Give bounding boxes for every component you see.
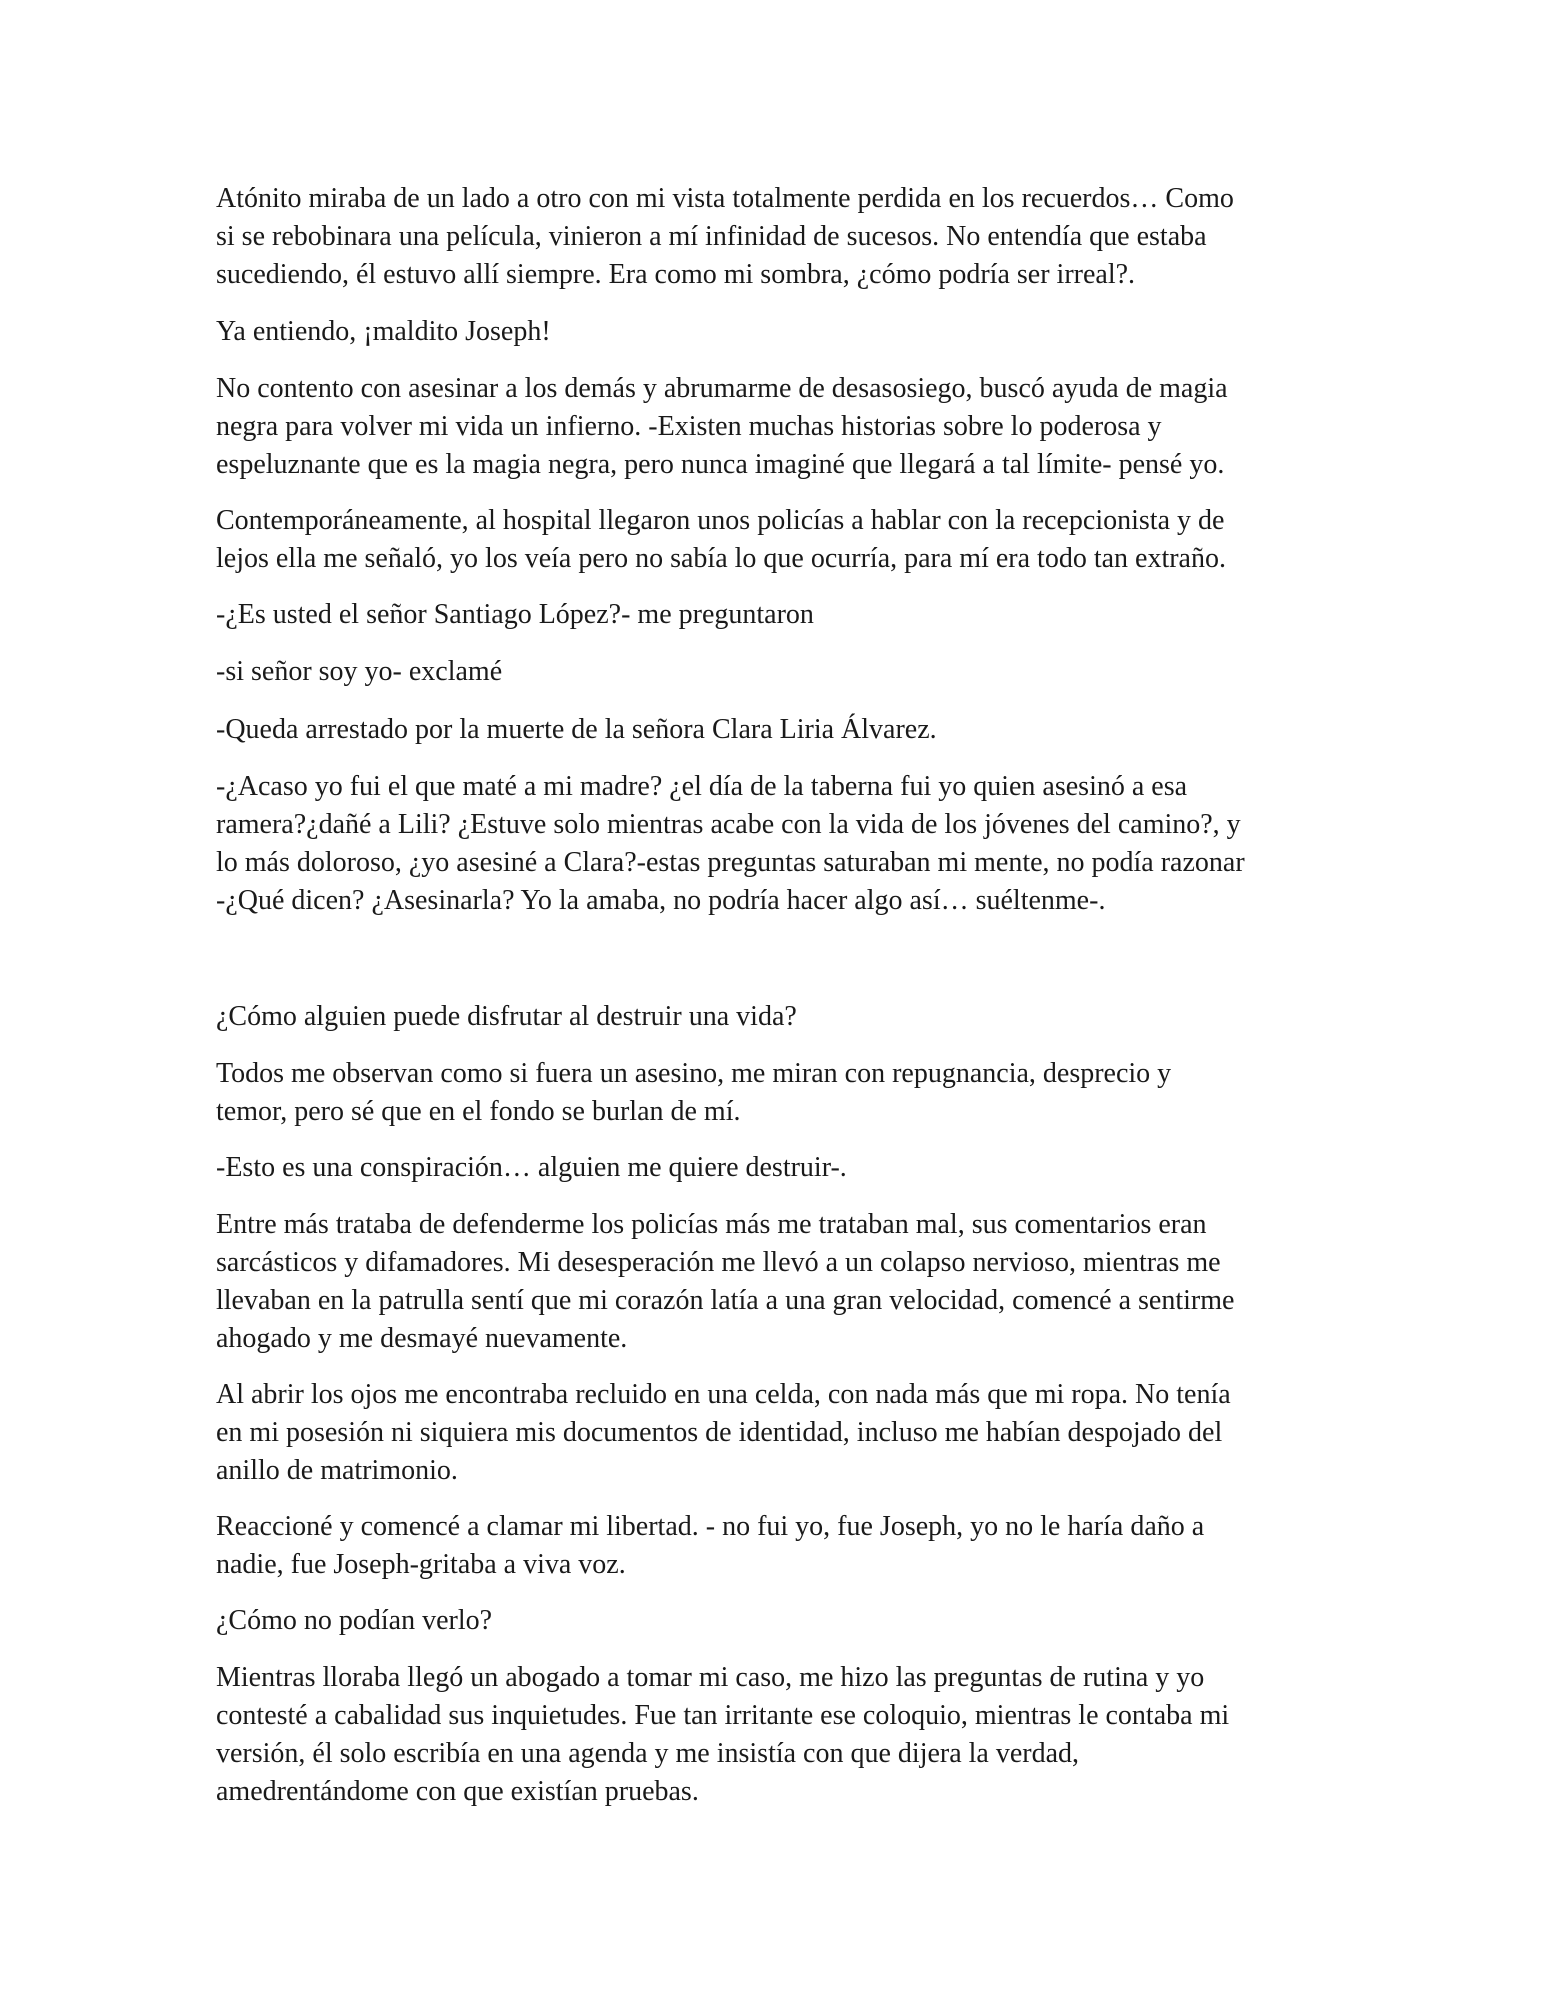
text-line: Todos me observan como si fuera un asesino, me miran con repugnancia, desprecio y [216,1058,1172,1089]
text-line: Contemporáneamente, al hospital llegaron unos policías a hablar con la recepcionista y de [216,505,1225,536]
text-line: -¿Es usted el señor Santiago López?- me preguntaron [216,599,814,630]
text-line: sarcásticos y difamadores. Mi desesperación me llevó a un colapso nervioso, mientras me [216,1247,1221,1278]
paragraph-14 [216,1508,1346,1584]
text-line: si se rebobinara una película, vinieron a mí infinidad de sucesos. No entendía que estaba [216,221,1207,252]
text-line: contesté a cabalidad sus inquietudes. Fue tan irritante ese coloquio, mientras le contaba mi [216,1700,1230,1731]
paragraph-3 [216,370,1346,484]
paragraph-16 [216,1659,1346,1811]
text-line: -Esto es una conspiración… alguien me quiere destruir-. [216,1152,847,1183]
paragraph-15 [216,1602,1346,1640]
text-line: llevaban en la patrulla sentí que mi corazón latía a una gran velocidad, comencé a sentirme [216,1285,1235,1316]
paragraph-6 [216,653,1346,691]
paragraph-8 [216,768,1346,920]
text-line: Atónito miraba de un lado a otro con mi vista totalmente perdida en los recuerdos… Como [216,183,1234,214]
text-line: ¿Cómo alguien puede disfrutar al destruir una vida? [216,1001,797,1032]
text-line: -¿Qué dicen? ¿Asesinarla? Yo la amaba, no podría hacer algo así… suéltenme-. [216,885,1106,916]
text-line: Al abrir los ojos me encontraba recluido en una celda, con nada más que mi ropa. No tenía [216,1379,1231,1410]
text-line: -¿Acaso yo fui el que maté a mi madre? ¿el día de la taberna fui yo quien asesinó a esa [216,771,1188,802]
text-line: lo más doloroso, ¿yo asesiné a Clara?-estas preguntas saturaban mi mente, no podía razonar [216,847,1245,878]
text-line: -Queda arrestado por la muerte de la señora Clara Liria Álvarez. [216,714,937,745]
text-line: temor, pero sé que en el fondo se burlan de mí. [216,1096,741,1127]
paragraph-12 [216,1206,1346,1358]
text-line: No contento con asesinar a los demás y abrumarme de desasosiego, buscó ayuda de magia [216,373,1228,404]
paragraph-1 [216,180,1346,294]
text-line: ramera?¿dañé a Lili? ¿Estuve solo mientras acabe con la vida de los jóvenes del camino?, y [216,809,1241,840]
paragraph-5 [216,596,1346,634]
text-line: versión, él solo escribía en una agenda y me insistía con que dijera la verdad, [216,1738,1080,1769]
text-line: en mi posesión ni siquiera mis documentos de identidad, incluso me habían despojado del [216,1417,1223,1448]
paragraph-10 [216,1055,1346,1131]
text-line: negra para volver mi vida un infierno. -Existen muchas historias sobre lo poderosa y [216,411,1162,442]
text-line: ahogado y me desmayé nuevamente. [216,1323,628,1354]
text-line: Mientras lloraba llegó un abogado a tomar mi caso, me hizo las preguntas de rutina y yo [216,1662,1205,1693]
text-line: Entre más trataba de defenderme los policías más me trataban mal, sus comentarios eran [216,1209,1207,1240]
text-line: lejos ella me señaló, yo los veía pero no sabía lo que ocurría, para mí era todo tan extraño. [216,543,1226,574]
text-line: -si señor soy yo- exclamé [216,656,503,687]
text-line: espeluznante que es la magia negra, pero nunca imaginé que llegará a tal límite- pensé yo. [216,449,1225,480]
text-line: Ya entiendo, ¡maldito Joseph! [216,316,551,347]
paragraph-13 [216,1376,1346,1490]
text-line: sucediendo, él estuvo allí siempre. Era como mi sombra, ¿cómo podría ser irreal?. [216,259,1136,290]
paragraph-2 [216,313,1346,351]
paragraph-4 [216,502,1346,578]
text-line: ¿Cómo no podían verlo? [216,1605,493,1636]
text-line: Reaccioné y comencé a clamar mi libertad. - no fui yo, fue Joseph, yo no le haría daño a [216,1511,1205,1542]
text-line: amedrentándome con que existían pruebas. [216,1776,699,1807]
paragraph-7 [216,711,1346,749]
text-line: anillo de matrimonio. [216,1455,458,1486]
paragraph-9 [216,998,1346,1036]
text-line: nadie, fue Joseph-gritaba a viva voz. [216,1549,626,1580]
paragraph-11 [216,1149,1346,1187]
